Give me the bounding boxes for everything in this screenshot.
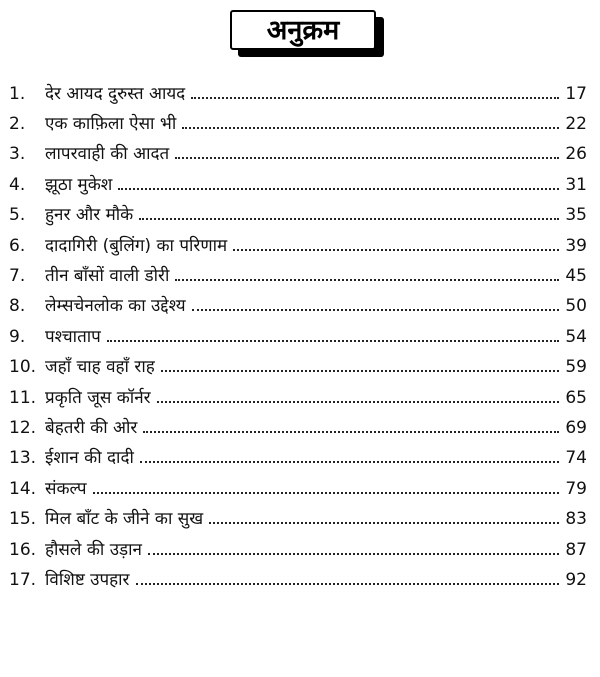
toc-entry (0, 231, 600, 261)
entry-number: 9. (9, 326, 26, 347)
entry-line (45, 417, 587, 438)
entry-title: जहाँ चाह वहाँ राह (45, 357, 155, 378)
entry-title: हुनर और मौके (45, 205, 134, 226)
entry-title: बेहतरी की ओर (45, 417, 138, 438)
entry-number: 17. (9, 569, 37, 590)
entry-line (45, 478, 587, 499)
entry-page-number: 26 (565, 144, 587, 165)
entry-number: 2. (9, 114, 26, 135)
dot-leader (107, 340, 560, 342)
entry-page-number: 22 (565, 114, 587, 135)
entry-line (45, 569, 587, 590)
dot-leader (233, 249, 559, 251)
page-title: अनुक्रम (266, 14, 340, 46)
dot-leader (161, 370, 560, 372)
entry-number: 4. (9, 174, 26, 195)
entry-line (45, 146, 587, 163)
entry-page-number: 59 (565, 357, 587, 378)
heading-box (230, 10, 376, 50)
entry-page-number: 39 (565, 235, 587, 256)
entry-line (45, 235, 587, 256)
entry-number: 5. (9, 205, 26, 226)
entry-number: 10. (9, 357, 37, 378)
toc-entry (0, 535, 600, 565)
entry-title: विशिष्ट उपहार (45, 569, 130, 590)
entry-line (45, 298, 587, 315)
entry-number: 13. (9, 448, 37, 469)
entry-number: 12. (9, 417, 37, 438)
dot-leader (143, 431, 559, 433)
heading-frame (230, 10, 376, 50)
entry-title: देर आयद दुरुस्त आयद (45, 83, 186, 104)
entry-page-number: 87 (565, 539, 587, 560)
toc-entry (0, 140, 600, 170)
entry-title: लेम्सचेनलोक का उद्देश्य (45, 296, 186, 317)
entry-line (45, 207, 587, 224)
entry-line (45, 116, 587, 133)
toc-entry (0, 413, 600, 443)
entry-line (45, 326, 587, 347)
entry-title: ईशान की दादी (45, 448, 134, 469)
entry-line (45, 83, 587, 104)
entry-number: 8. (9, 296, 26, 317)
entry-page-number: 50 (565, 296, 587, 317)
toc-entry (0, 474, 600, 504)
entry-page-number: 69 (565, 417, 587, 438)
entry-title: दादागिरी (बुलिंग) का परिणाम (45, 235, 228, 256)
dot-leader (191, 97, 559, 99)
entry-title: झूठा मुकेश (45, 174, 113, 195)
dot-leader (192, 309, 560, 311)
entry-number: 16. (9, 539, 37, 560)
dot-leader (175, 157, 559, 159)
entry-number: 11. (9, 387, 37, 408)
entry-number: 1. (9, 83, 26, 104)
dot-leader (209, 522, 559, 524)
entry-line (45, 539, 587, 560)
entry-title: प्रकृति जूस कॉर्नर (45, 387, 151, 408)
entry-number: 15. (9, 509, 37, 530)
toc-entry (0, 504, 600, 534)
entry-number: 7. (9, 266, 26, 287)
toc-entry (0, 322, 600, 352)
dot-leader (136, 583, 560, 585)
entry-number: 14. (9, 478, 37, 499)
toc-entry (0, 292, 600, 322)
toc-entry (0, 79, 600, 109)
dot-leader (139, 218, 559, 220)
entry-title: तीन बाँसों वाली डोरी (45, 266, 170, 287)
entry-page-number: 31 (565, 174, 587, 195)
dot-leader (118, 188, 559, 190)
entry-line (45, 268, 587, 285)
entry-line (45, 387, 587, 408)
dot-leader (93, 492, 560, 494)
entry-title: एक काफ़िला ऐसा भी (45, 114, 177, 135)
dot-leader (148, 553, 559, 555)
entry-title: हौसले की उड़ान (45, 539, 142, 560)
toc-entry (0, 201, 600, 231)
entry-page-number: 45 (565, 266, 587, 287)
toc-entry (0, 353, 600, 383)
entry-page-number: 83 (565, 509, 587, 530)
toc-entry (0, 109, 600, 139)
entry-page-number: 17 (565, 83, 587, 104)
table-of-contents (0, 79, 600, 596)
entry-line (45, 359, 587, 376)
entry-line (45, 450, 587, 467)
dot-leader (140, 461, 559, 463)
entry-line (45, 174, 587, 195)
entry-title: लापरवाही की आदत (45, 144, 170, 165)
toc-entry (0, 261, 600, 291)
entry-page-number: 79 (565, 478, 587, 499)
entry-number: 6. (9, 235, 26, 256)
entry-title: पश्चाताप (45, 326, 101, 347)
entry-page-number: 65 (565, 387, 587, 408)
entry-page-number: 74 (565, 448, 587, 469)
toc-entry (0, 565, 600, 595)
toc-entry (0, 444, 600, 474)
entry-number: 3. (9, 144, 26, 165)
entry-page-number: 54 (565, 326, 587, 347)
toc-entry (0, 383, 600, 413)
entry-title: संकल्प (45, 478, 87, 499)
entry-page-number: 35 (565, 205, 587, 226)
dot-leader (175, 279, 559, 281)
toc-entry (0, 170, 600, 200)
entry-line (45, 511, 587, 528)
dot-leader (157, 401, 560, 403)
entry-page-number: 92 (565, 569, 587, 590)
dot-leader (182, 127, 559, 129)
entry-title: मिल बाँट के जीने का सुख (45, 509, 204, 530)
